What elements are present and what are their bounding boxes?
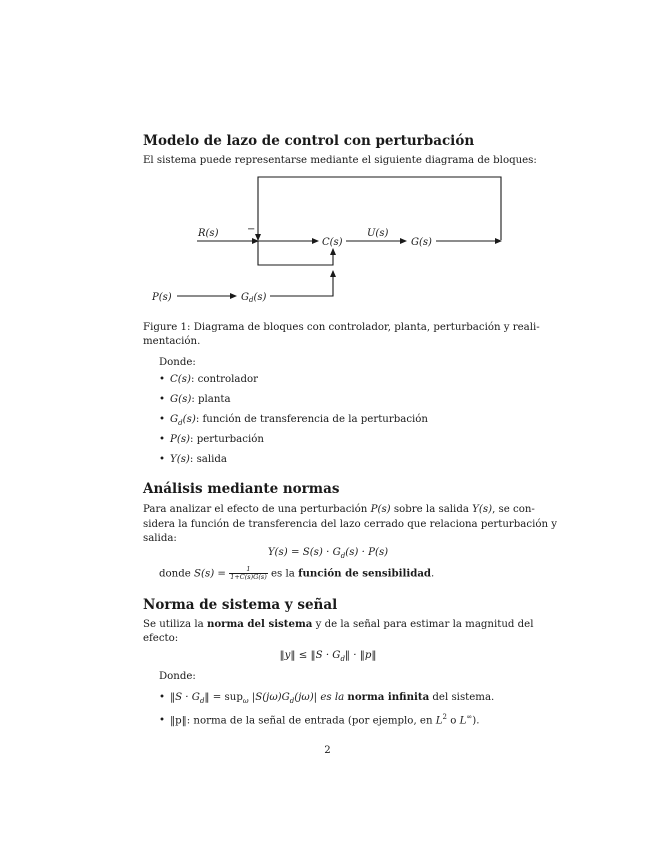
analysis-line3: salida: [143, 533, 177, 544]
minus-sign: − [247, 224, 256, 235]
r-label: R(s) [198, 228, 219, 239]
list-item: • P(s): perturbación [159, 434, 264, 445]
block-diagram [140, 170, 520, 310]
list-item: • ‖S · $G_d‖ = sup_\omega$ $|S(j\omega)G_d(j\omega)|$ es la norma infinita del sistema. [159, 691, 495, 706]
norms-line1: Se utiliza la norma del sistema y de la señal para estimar la magnitud del [143, 618, 534, 630]
disturbance-path [270, 271, 333, 296]
list-item: • C(s): controlador [159, 374, 259, 385]
figure-caption-line1: Figure 1: Diagrama de bloques con controlador, planta, perturbación y reali- [143, 322, 540, 333]
section-title-norms: Norma de sistema y señal [143, 597, 338, 613]
list-item: • G(s): planta [159, 394, 231, 405]
gd-label: $G_d(s)$ [241, 292, 267, 304]
section-title-model: Modelo de lazo de control con perturbación [143, 133, 475, 149]
analysis-line1: Para analizar el efecto de una perturbación P(s) sobre la salida Y(s), se con- [143, 504, 535, 515]
sensitivity-definition: donde S(s) = $\frac{1}{1+C(s)G(s)}$ es la función de sensibilidad. [159, 565, 435, 581]
u-label: U(s) [367, 228, 389, 239]
definitions-list [159, 370, 428, 470]
figure-caption-line2: mentación. [143, 336, 201, 347]
page-number: 2 [324, 745, 331, 756]
sensitivity-equation: $Y(s) = S(s) \cdot G_d(s) \cdot P(s)$ [267, 547, 389, 561]
donde-label-2: Donde: [159, 671, 196, 682]
list-item: • Y(s): salida [159, 454, 227, 465]
g-label: G(s) [411, 237, 432, 248]
c-label: C(s) [322, 237, 343, 248]
list-item: • ‖p‖: norma de la señal de entrada (por ejemplo, en $L^2$ o L∞). [159, 713, 480, 727]
norms-line2: efecto: [143, 633, 179, 644]
p-label: P(s) [152, 292, 172, 303]
donde-label: Donde: [159, 357, 196, 368]
analysis-line2: sidera la función de transferencia del lazo cerrado que relaciona perturbación y [143, 519, 558, 530]
list-item: • $G_d(s)$: función de transferencia de la perturbación [159, 414, 428, 428]
section-title-analysis: Análisis mediante normas [143, 481, 340, 497]
intro-paragraph: El sistema puede representarse mediante el siguiente diagrama de bloques: [143, 155, 537, 166]
norm-inequality: ‖y‖ ≤ ‖S · $G_d‖$ · ‖p‖ [279, 650, 377, 664]
